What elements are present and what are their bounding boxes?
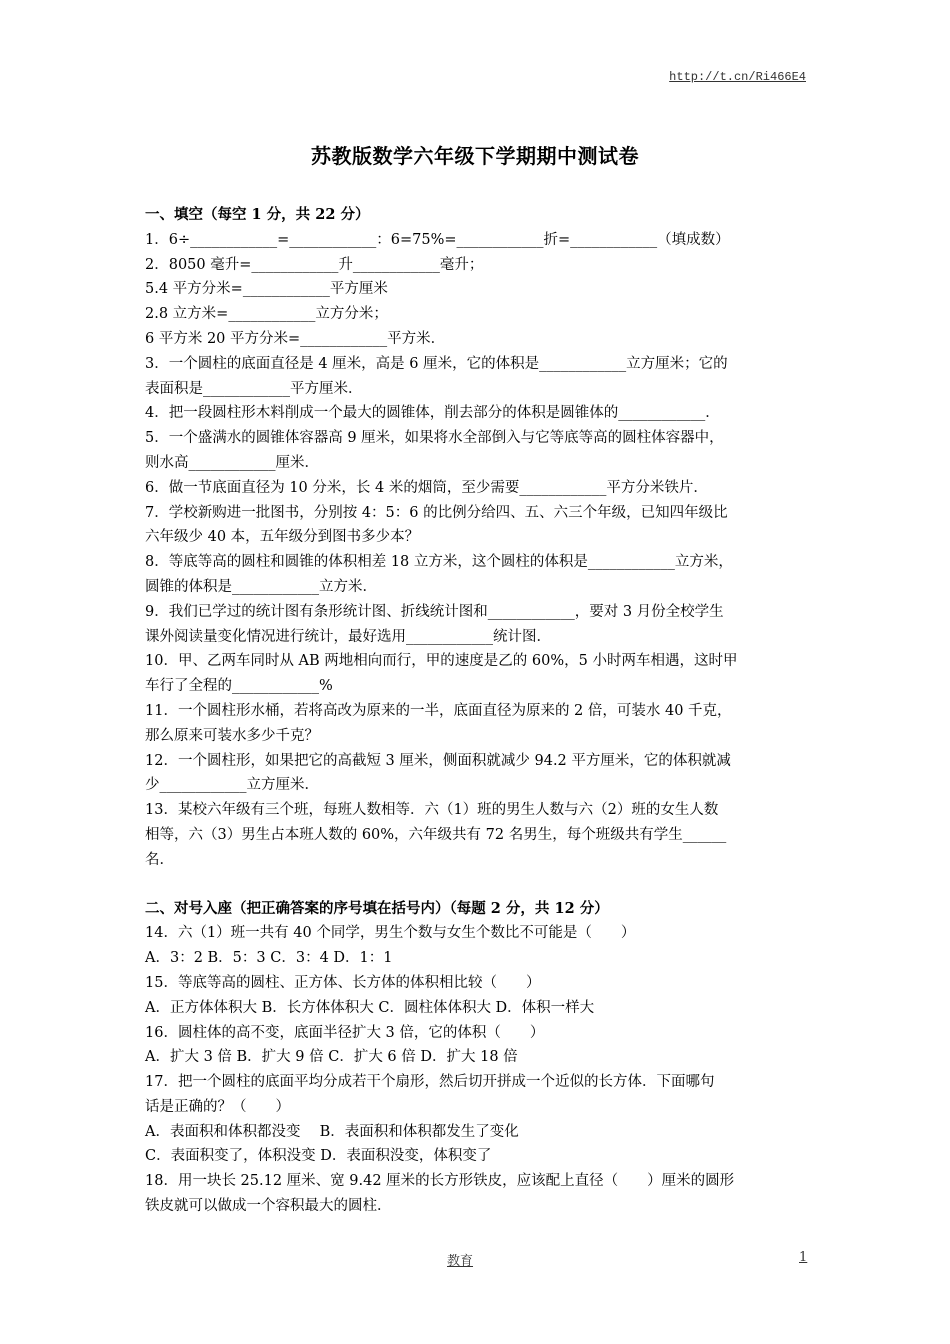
question-line: 7．学校新购进一批图书，分别按 4：5：6 的比例分给四、五、六三个年级，已知四年级比 xyxy=(145,504,728,521)
question-line: 少____________立方厘米． xyxy=(145,777,319,794)
question-line: A．扩大 3 倍 B．扩大 9 倍 C．扩大 6 倍 D．扩大 18 倍 xyxy=(145,1049,518,1066)
question-line: A．表面积和体积都没变 B．表面积和体积都发生了变化 xyxy=(145,1123,519,1140)
exam-content xyxy=(145,203,807,1219)
header-link[interactable]: http://t.cn/Ri466E4 xyxy=(669,70,806,84)
question-line: 9．我们已学过的统计图有条形统计图、折线统计图和____________，要对 3 月份全校学生 xyxy=(145,603,724,620)
question-line: 表面积是____________平方厘米． xyxy=(145,380,363,397)
question-line: 5．一个盛满水的圆锥体容器高 9 厘米，如果将水全部倒入与它等底等高的圆柱体容器中， xyxy=(145,430,724,447)
question-line: 车行了全程的____________% xyxy=(145,678,333,695)
question-line: 名． xyxy=(145,851,174,868)
section-heading: 二、对号入座（把正确答案的序号填在括号内）（每题 2 分，共 12 分） xyxy=(145,899,609,917)
question-line: 18．用一块长 25.12 厘米、宽 9.42 厘米的长方形铁皮，应该配上直径（ ）厘米的圆形 xyxy=(145,1173,735,1190)
question-line: A．3：2 B．5：3 C．3：4 D．1：1 xyxy=(145,950,393,967)
footer-link[interactable]: 教育 xyxy=(447,1254,474,1269)
question-line: 铁皮就可以做成一个容积最大的圆柱． xyxy=(145,1198,392,1215)
question-line: 5.4 平方分米=____________平方厘米 xyxy=(145,281,388,298)
section-2-lines xyxy=(145,921,807,1219)
question-line: 相等，六（3）男生占本班人数的 60%，六年级共有 72 名男生，每个班级共有学生______ xyxy=(145,826,727,843)
question-line: 2.8 立方米=____________立方分米； xyxy=(145,306,388,323)
question-line: 六年级少 40 本，五年级分到图书多少本？ xyxy=(145,529,420,546)
page-title: 苏教版数学六年级下学期期中测试卷 xyxy=(311,144,639,168)
page-number: 1 xyxy=(799,1250,808,1265)
question-line: A．正方体体积大 B．长方体体积大 C．圆柱体体积大 D．体积一样大 xyxy=(145,999,595,1016)
question-line: 16．圆柱体的高不变，底面半径扩大 3 倍，它的体积（ ） xyxy=(145,1024,545,1041)
section-1-lines xyxy=(145,228,807,873)
question-line: 13．某校六年级有三个班，每班人数相等．六（1）班的男生人数与六（2）班的女生人数 xyxy=(145,802,719,819)
question-line: 1．6÷____________=____________：6=75%=____________折=____________（填成数） xyxy=(145,231,730,248)
question-line: C．表面积变了，体积没变 D．表面积没变，体积变了 xyxy=(145,1148,492,1165)
question-line: 4．把一段圆柱形木料削成一个最大的圆锥体，削去部分的体积是圆锥体的____________． xyxy=(145,405,720,422)
question-line: 12．一个圆柱形，如果把它的高截短 3 厘米，侧面积就减少 94.2 平方厘米，它的体积就减 xyxy=(145,752,731,769)
question-line: 则水高____________厘米． xyxy=(145,454,319,471)
question-line: 6．做一节底面直径为 10 分米，长 4 米的烟筒，至少需要____________平方分米铁片． xyxy=(145,479,708,496)
question-line: 17．把一个圆柱的底面平均分成若干个扇形，然后切开拼成一个近似的长方体．下面哪句 xyxy=(145,1074,715,1091)
question-line: 话是正确的？（ ） xyxy=(145,1098,290,1115)
question-line: 8．等底等高的圆柱和圆锥的体积相差 18 立方米，这个圆柱的体积是____________立方米， xyxy=(145,554,733,571)
question-line: 2．8050 毫升=____________升____________毫升； xyxy=(145,256,484,273)
question-line: 6 平方米 20 平方分米=____________平方米． xyxy=(145,330,446,347)
question-line: 课外阅读量变化情况进行统计，最好选用____________统计图． xyxy=(145,628,551,645)
question-line: 圆锥的体积是____________立方米． xyxy=(145,578,377,595)
question-line: 11．一个圆柱形水桶，若将高改为原来的一半，底面直径为原来的 2 倍，可装水 40 千克， xyxy=(145,702,732,719)
question-line: 那么原来可装水多少千克？ xyxy=(145,727,319,744)
question-line: 3．一个圆柱的底面直径是 4 厘米，高是 6 厘米，它的体积是____________立方厘米；它的 xyxy=(145,355,728,372)
section-heading: 一、填空（每空 1 分，共 22 分） xyxy=(145,206,370,223)
question-line: 10．甲、乙两车同时从 AB 两地相向而行，甲的速度是乙的 60%，5 小时两车相遇，这时甲 xyxy=(145,653,738,670)
question-line: 14．六（1）班一共有 40 个同学，男生个数与女生个数比不可能是（ ） xyxy=(145,925,636,942)
question-line: 15．等底等高的圆柱、正方体、长方体的体积相比较（ ） xyxy=(145,974,541,991)
